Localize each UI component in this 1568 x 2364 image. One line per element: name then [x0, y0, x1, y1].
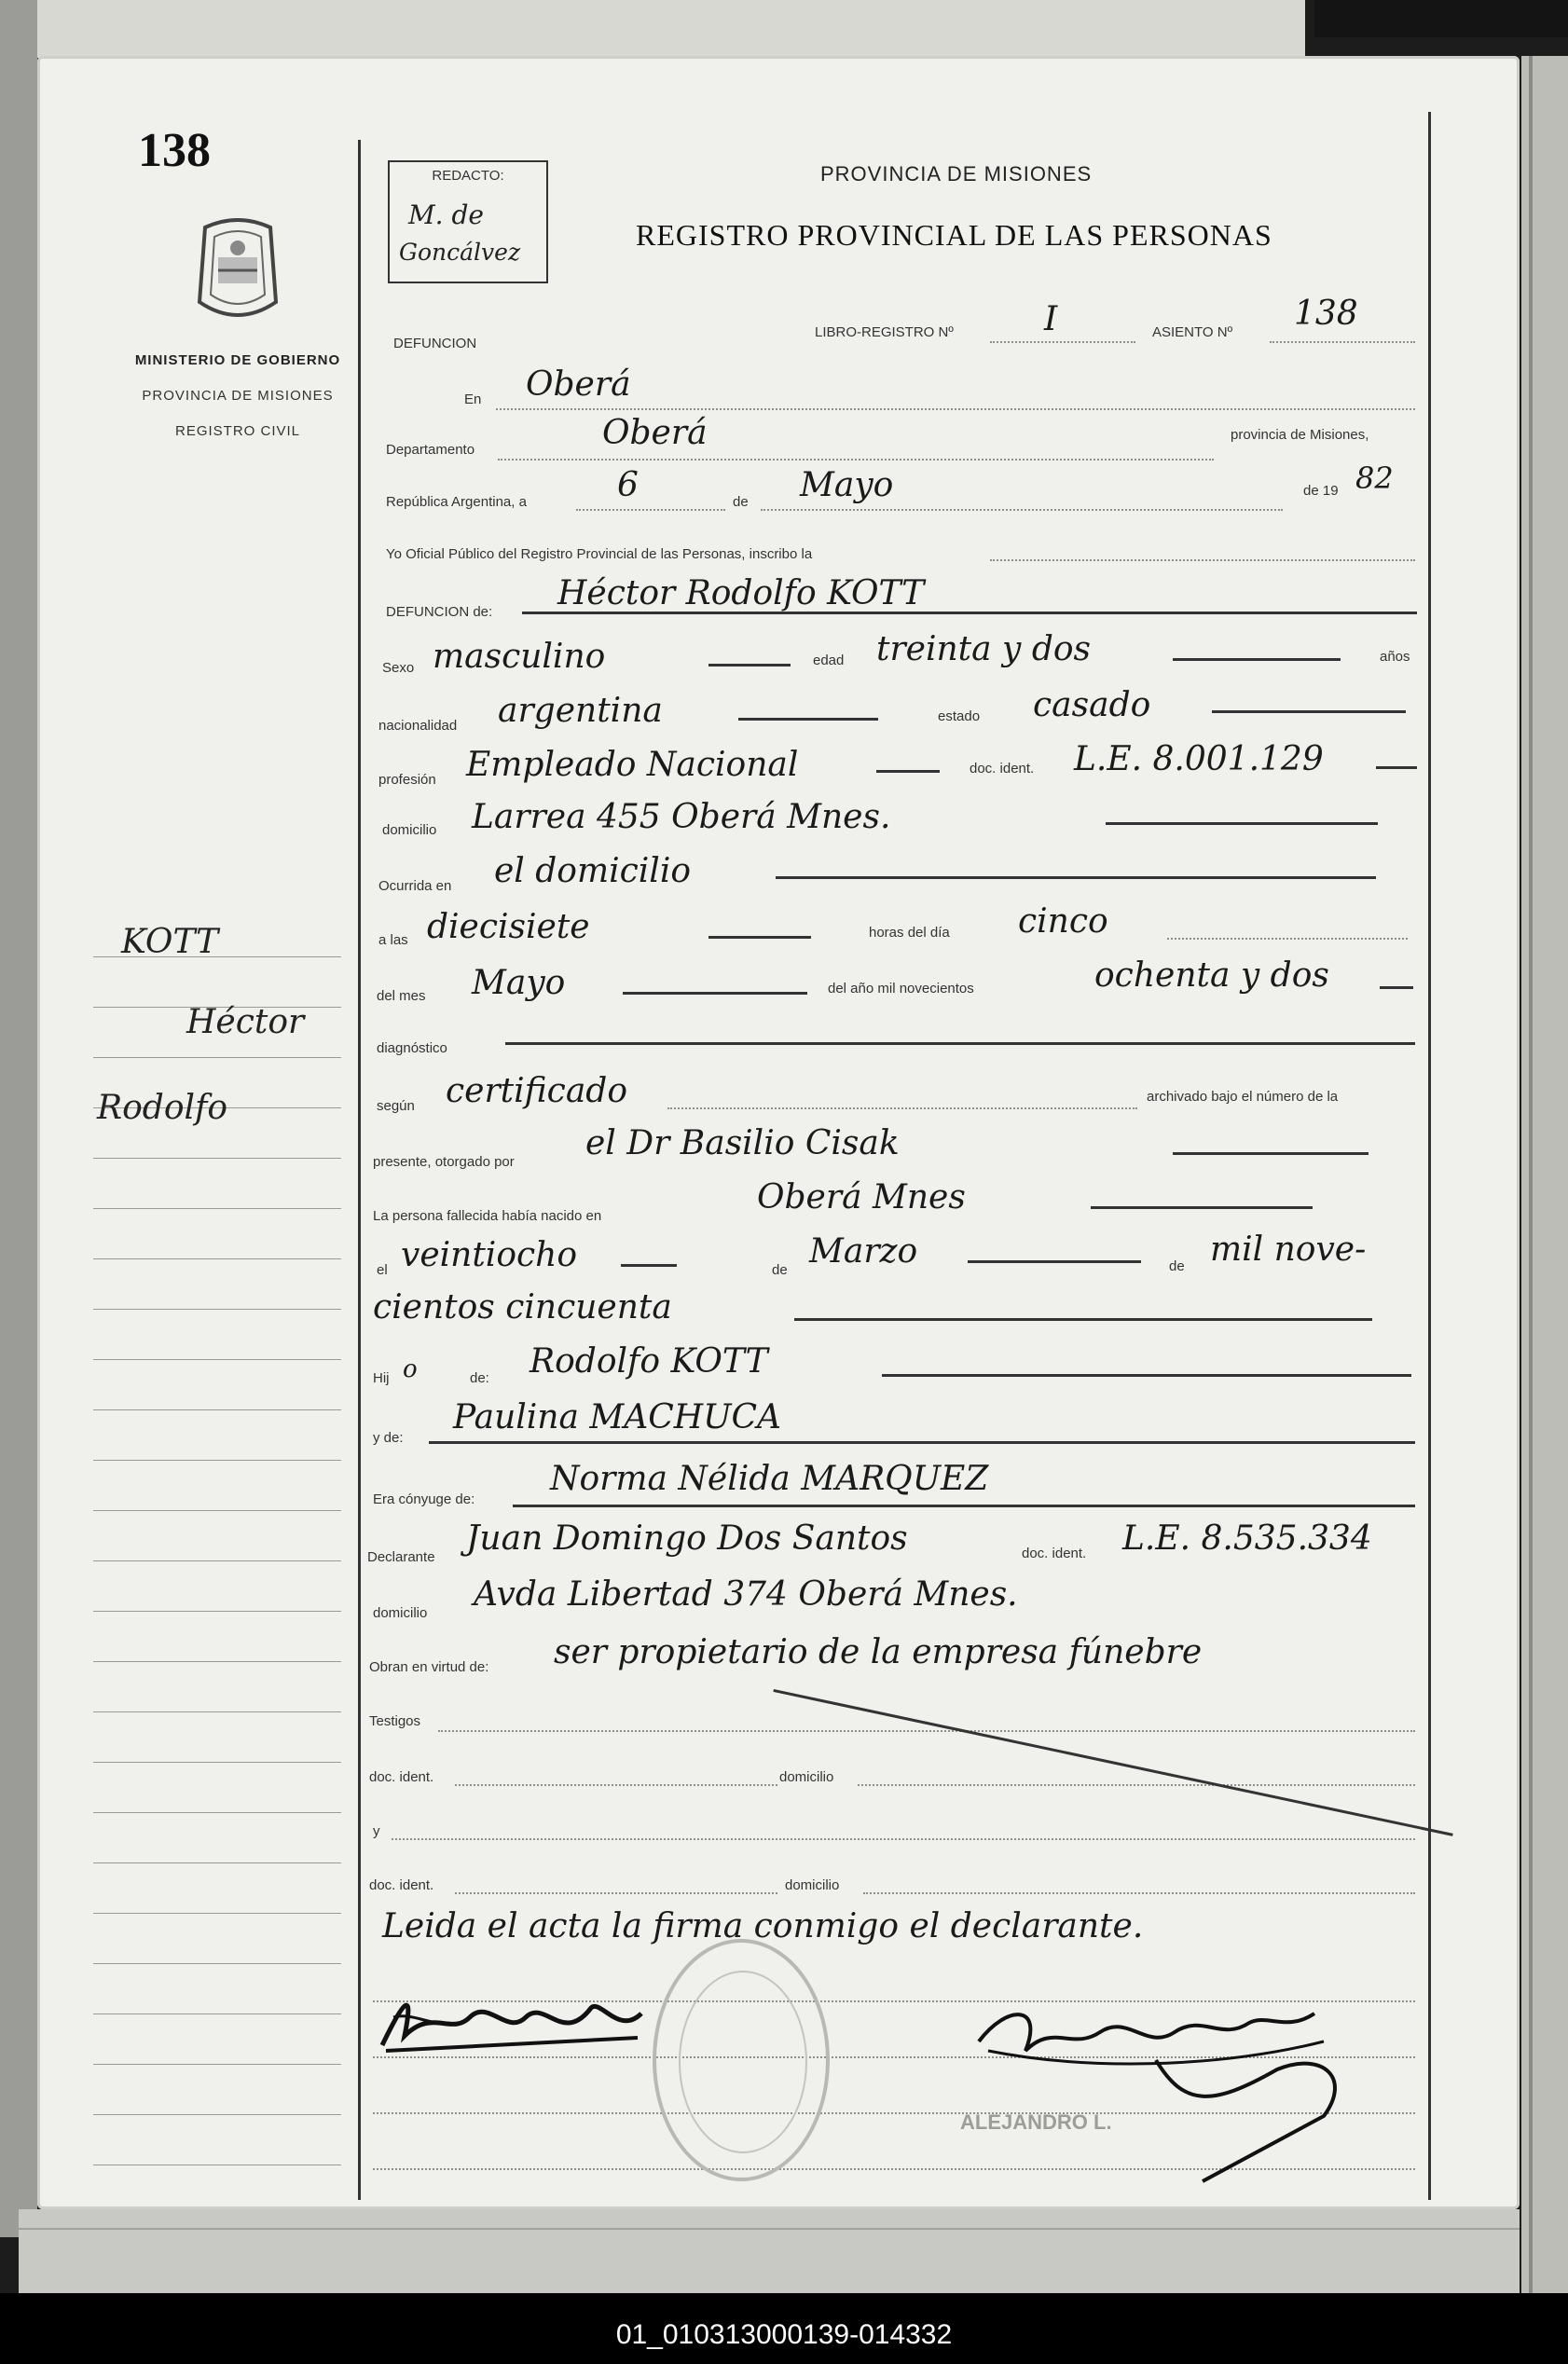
- margin-rule: [93, 1258, 341, 1259]
- margin-rule: [93, 2114, 341, 2115]
- provincia-suffix: provincia de Misiones,: [1231, 427, 1369, 443]
- dotted-line: [1270, 341, 1415, 343]
- doc-ident-label: doc. ident.: [970, 761, 1035, 777]
- margin-rule: [93, 1913, 341, 1914]
- act-type-label: DEFUNCION: [393, 336, 477, 351]
- margin-rule: [93, 1661, 341, 1662]
- libro-registro-label: LIBRO-REGISTRO Nº: [815, 324, 954, 340]
- declarante-domicilio-value: Avda Libertad 374 Oberá Mnes.: [474, 1575, 1018, 1614]
- profesion-label: profesión: [378, 772, 436, 788]
- libro-registro-value: I: [1044, 300, 1058, 338]
- nacionalidad-label: nacionalidad: [378, 718, 458, 734]
- underline: [1376, 766, 1417, 769]
- background-corner: [1314, 0, 1568, 37]
- official-stamp: [653, 1939, 830, 2181]
- underline: [1091, 1206, 1313, 1209]
- margin-rule: [93, 1057, 341, 1058]
- dotted-line: [990, 559, 1415, 561]
- nacido-de-label: de: [772, 1262, 788, 1278]
- asiento-label: ASIENTO Nº: [1152, 324, 1233, 340]
- dotted-line: [667, 1107, 1137, 1109]
- underline: [621, 1264, 677, 1267]
- underline: [505, 1042, 1415, 1045]
- republica-label: República Argentina, a: [386, 494, 527, 510]
- stamp-name-text: ALEJANDRO L.: [960, 2110, 1112, 2134]
- dotted-line: [392, 1838, 1415, 1840]
- en-value: Oberá: [526, 365, 631, 404]
- deceased-name-value: Héctor Rodolfo KOTT: [557, 574, 925, 612]
- margin-rule: [93, 1862, 341, 1863]
- underline: [1212, 710, 1406, 713]
- de-label: de: [733, 494, 749, 510]
- declarante-doc-label: doc. ident.: [1022, 1546, 1087, 1561]
- declarante-domicilio-label: domicilio: [373, 1605, 428, 1621]
- de-label-2: de: [1169, 1258, 1185, 1274]
- redacto-label: REDACTO:: [432, 168, 504, 184]
- y-de-label: y de:: [373, 1430, 404, 1446]
- dotted-line: [455, 1892, 777, 1894]
- profesion-value: Empleado Nacional: [466, 746, 799, 784]
- redacto-name-line-2: Goncálvez: [399, 239, 521, 266]
- underline: [1173, 658, 1341, 661]
- domicilio-value: Larrea 455 Oberá Mnes.: [472, 798, 891, 836]
- underline: [876, 770, 940, 773]
- diagnostico-label: diagnóstico: [377, 1040, 447, 1056]
- declarante-value: Juan Domingo Dos Santos: [466, 1519, 908, 1558]
- underline: [708, 936, 811, 939]
- anios-label: años: [1380, 649, 1410, 665]
- archive-code: 01_010313000139-014332: [615, 2319, 953, 2350]
- hijo-de-label: de:: [470, 1370, 489, 1386]
- underline: [1173, 1152, 1369, 1155]
- hijo-suffix: o: [403, 1355, 418, 1383]
- margin-rule: [93, 1359, 341, 1360]
- nacido-label: La persona fallecida había nacido en: [373, 1208, 602, 1224]
- nacido-anio-value-1: mil nove-: [1210, 1230, 1367, 1269]
- book-top-edge: [37, 0, 1305, 58]
- margin-rule: [93, 1409, 341, 1410]
- right-border: [1428, 112, 1431, 2200]
- underline: [1380, 986, 1413, 989]
- dotted-line: [498, 459, 1214, 460]
- edad-label: edad: [813, 653, 845, 668]
- ocurrida-label: Ocurrida en: [378, 878, 452, 894]
- margin-rule: [93, 1158, 341, 1159]
- ocurrida-value: el domicilio: [494, 852, 692, 890]
- segun-label: según: [377, 1098, 415, 1114]
- margin-divider: [358, 140, 361, 2200]
- doc-ident-value: L.E. 8.001.129: [1074, 740, 1324, 778]
- nacido-anio-value-2: cientos cincuenta: [373, 1288, 672, 1326]
- dotted-line: [858, 1784, 1415, 1786]
- horas-dia-label: horas del día: [869, 925, 950, 941]
- dotted-line: [1167, 938, 1408, 940]
- madre-value: Paulina MACHUCA: [453, 1398, 782, 1436]
- anio-mil-label: del año mil novecientos: [828, 981, 974, 996]
- sexo-value: masculino: [433, 638, 606, 676]
- edad-value: treinta y dos: [876, 630, 1092, 668]
- declarante-doc-value: L.E. 8.535.334: [1122, 1519, 1372, 1558]
- obran-label: Obran en virtud de:: [369, 1659, 489, 1675]
- presente-value: el Dr Basilio Cisak: [585, 1124, 900, 1162]
- testigo-doc-label: doc. ident.: [369, 1769, 434, 1785]
- provincial-seal-icon: [186, 213, 289, 332]
- margin-given-name-2: Rodolfo: [97, 1089, 228, 1127]
- horas-prefix: a las: [378, 932, 408, 948]
- nacido-mes-value: Marzo: [809, 1232, 918, 1271]
- underline: [776, 876, 1376, 879]
- margin-rule: [93, 1762, 341, 1763]
- death-month-value: Mayo: [800, 466, 894, 504]
- margin-rule: [93, 1309, 341, 1310]
- testigo-domicilio-label: domicilio: [779, 1769, 834, 1785]
- redacto-box: [388, 160, 548, 283]
- nacido-dia-value: veintiocho: [401, 1236, 578, 1274]
- ministry-line-3: REGISTRO CIVIL: [174, 423, 301, 439]
- en-label: En: [464, 392, 482, 407]
- dotted-line: [761, 509, 1283, 511]
- testigo2-domicilio-label: domicilio: [785, 1877, 840, 1893]
- underline: [738, 718, 878, 721]
- page-number: 138: [138, 124, 211, 177]
- declarant-signature: [377, 1980, 647, 2064]
- margin-rule: [93, 1460, 341, 1461]
- death-day-value: 6: [617, 466, 639, 504]
- departamento-value: Oberá: [602, 414, 708, 452]
- testigos-label: Testigos: [369, 1713, 421, 1729]
- registry-title: REGISTRO PROVINCIAL DE LAS PERSONAS: [636, 218, 1272, 252]
- underline: [708, 664, 791, 667]
- death-year-value: 82: [1355, 460, 1394, 496]
- underline: [623, 992, 807, 995]
- binding-edge: [0, 0, 37, 2237]
- underline: [429, 1441, 1415, 1444]
- province-title: PROVINCIA DE MISIONES: [820, 162, 1093, 186]
- testigo2-doc-label: doc. ident.: [369, 1877, 434, 1893]
- redacto-name-line-1: M. de: [408, 199, 484, 230]
- margin-rule: [93, 1510, 341, 1511]
- margin-rule: [93, 1560, 341, 1561]
- ministry-line-1: MINISTERIO DE GOBIERNO: [134, 352, 341, 368]
- hijo-label: Hij: [373, 1370, 390, 1386]
- margin-rule: [93, 2064, 341, 2065]
- closing-text: Leida el acta la firma conmigo el declarante.: [382, 1907, 1144, 1945]
- sexo-label: Sexo: [382, 660, 415, 676]
- anio-texto-value: ochenta y dos: [1094, 956, 1329, 995]
- underline: [1106, 822, 1378, 825]
- margin-rule: [93, 1611, 341, 1612]
- nacionalidad-value: argentina: [498, 692, 663, 730]
- dotted-line: [863, 1892, 1415, 1894]
- horas-value: diecisiete: [427, 908, 590, 946]
- dotted-line: [990, 341, 1135, 343]
- asiento-value: 138: [1294, 295, 1358, 333]
- underline: [794, 1318, 1372, 1321]
- anio-prefix: de 19: [1303, 483, 1339, 499]
- conyuge-value: Norma Nélida MARQUEZ: [550, 1460, 989, 1498]
- conyuge-label: Era cónyuge de:: [373, 1491, 475, 1507]
- departamento-label: Departamento: [386, 442, 475, 458]
- margin-rule: [93, 1963, 341, 1964]
- margin-rule: [93, 1711, 341, 1712]
- domicilio-label: domicilio: [382, 822, 437, 838]
- next-page-edge: [1521, 56, 1568, 2293]
- presente-label: presente, otorgado por: [373, 1154, 515, 1170]
- padre-value: Rodolfo KOTT: [530, 1342, 768, 1381]
- dia-texto-value: cinco: [1018, 902, 1108, 941]
- underline: [882, 1374, 1411, 1377]
- segun-value: certificado: [446, 1072, 628, 1110]
- mes-prefix: del mes: [377, 988, 426, 1004]
- defuncion-de-label: DEFUNCION de:: [386, 604, 493, 620]
- margin-rule: [93, 1812, 341, 1813]
- ministry-line-2: PROVINCIA DE MISIONES: [142, 388, 334, 404]
- margin-rule: [93, 1208, 341, 1209]
- dotted-line: [438, 1730, 1415, 1732]
- official-signature: [970, 1995, 1370, 2191]
- dotted-line: [455, 1784, 777, 1786]
- margin-surname: KOTT: [121, 923, 219, 961]
- el-label: el: [377, 1262, 388, 1278]
- underline: [513, 1505, 1415, 1507]
- estado-value: casado: [1033, 686, 1151, 724]
- margin-given-name-1: Héctor: [186, 1003, 305, 1041]
- archivado-label: archivado bajo el número de la: [1147, 1089, 1339, 1105]
- underline: [968, 1260, 1141, 1263]
- page-stack-bottom: [19, 2209, 1520, 2293]
- obran-value: ser propietario de la empresa fúnebre: [554, 1633, 1203, 1671]
- dotted-line: [576, 509, 725, 511]
- y-label: y: [373, 1823, 380, 1839]
- nacido-value: Oberá Mnes: [757, 1178, 966, 1216]
- dotted-line: [496, 408, 1415, 410]
- declarante-label: Declarante: [367, 1549, 435, 1565]
- estado-label: estado: [938, 708, 981, 724]
- oficial-text: Yo Oficial Público del Registro Provincial de las Personas, inscribo la: [386, 546, 813, 562]
- mes-texto-value: Mayo: [472, 964, 566, 1002]
